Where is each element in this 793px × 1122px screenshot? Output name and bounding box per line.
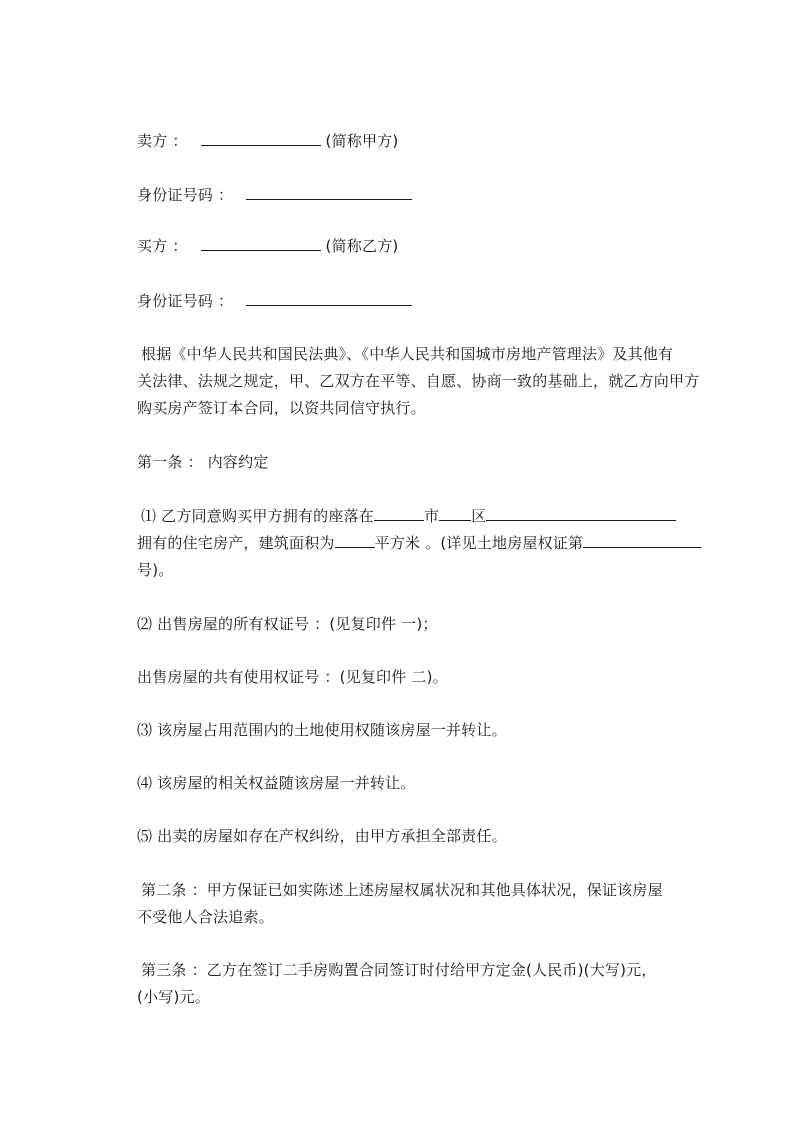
preamble-line-1: 根据《中华人民共和国民法典》、《中华人民共和国城市房地产管理法》及其他有: [141, 345, 674, 363]
seller-suffix: (简称甲方): [325, 132, 399, 150]
buyer-row: [137, 236, 398, 256]
article-1-item-3: ⑶ 该房屋占用范围内的土地使用权随该房屋一并转让。: [137, 721, 507, 739]
item1-area-intro: 拥有的住宅房产，建筑面积为: [137, 534, 335, 552]
seller-label: 卖方 ：: [137, 132, 188, 150]
article-1-item-4: ⑷ 该房屋的相关权益随该房屋一并转让。: [137, 774, 416, 792]
city-blank[interactable]: [374, 506, 424, 521]
seller-id-blank[interactable]: [246, 185, 412, 200]
buyer-id-row: [137, 291, 412, 311]
buyer-suffix: (简称乙方): [325, 237, 399, 255]
article-3-line-2: (小写)元。: [137, 988, 210, 1006]
seller-id-row: [137, 185, 412, 205]
article-1-item-1-line-1: [141, 506, 676, 526]
article-1-item-1-line-2: [137, 533, 701, 553]
seller-id-label: 身份证号码 ：: [137, 186, 234, 204]
city-label: 市: [423, 507, 440, 525]
article-1-item-2: ⑵ 出售房屋的所有权证号 ：(见复印件 一)；: [137, 615, 438, 633]
buyer-id-blank[interactable]: [246, 291, 412, 306]
article-2-line-1: 第二条 ：甲方保证已如实陈述上述房屋权属状况和其他具体状况，保证该房屋: [141, 881, 663, 899]
certificate-number-blank[interactable]: [583, 533, 701, 548]
article-1-item-2b: 出售房屋的共有使用权证号 ：(见复印件 二)。: [137, 668, 448, 686]
district-label: 区: [471, 507, 487, 525]
article-3-line-1: 第三条 ：乙方在签订二手房购置合同签订时付给甲方定金(人民币)(大写)元，: [141, 961, 657, 979]
district-blank[interactable]: [439, 506, 471, 521]
buyer-label: 买方 ：: [137, 237, 188, 255]
preamble-line-2: 关法律、法规之规定，甲、乙双方在平等、自愿、协商一致的基础上，就乙方向甲方: [137, 372, 700, 390]
article-1-item-1-line-3: 号)。: [137, 561, 174, 579]
address-blank[interactable]: [486, 506, 676, 521]
buyer-name-blank[interactable]: [201, 236, 321, 251]
seller-name-blank[interactable]: [201, 131, 321, 146]
article-1-item-5: ⑸ 出卖的房屋如存在产权纠纷，由甲方承担全部责任。: [137, 827, 507, 845]
area-blank[interactable]: [335, 533, 375, 548]
buyer-id-label: 身份证号码 ：: [137, 292, 234, 310]
item1-area-unit: 平方米 。(详见土地房屋权证第: [374, 534, 584, 552]
preamble-line-3: 购买房产签订本合同，以资共同信守执行。: [137, 399, 426, 417]
article-1-heading: 第一条 ： 内容约定: [137, 453, 269, 471]
seller-row: [137, 131, 398, 151]
article-2-line-2: 不受他人合法追索。: [137, 908, 274, 926]
item1-intro: ⑴ 乙方同意购买甲方拥有的座落在: [141, 507, 374, 525]
